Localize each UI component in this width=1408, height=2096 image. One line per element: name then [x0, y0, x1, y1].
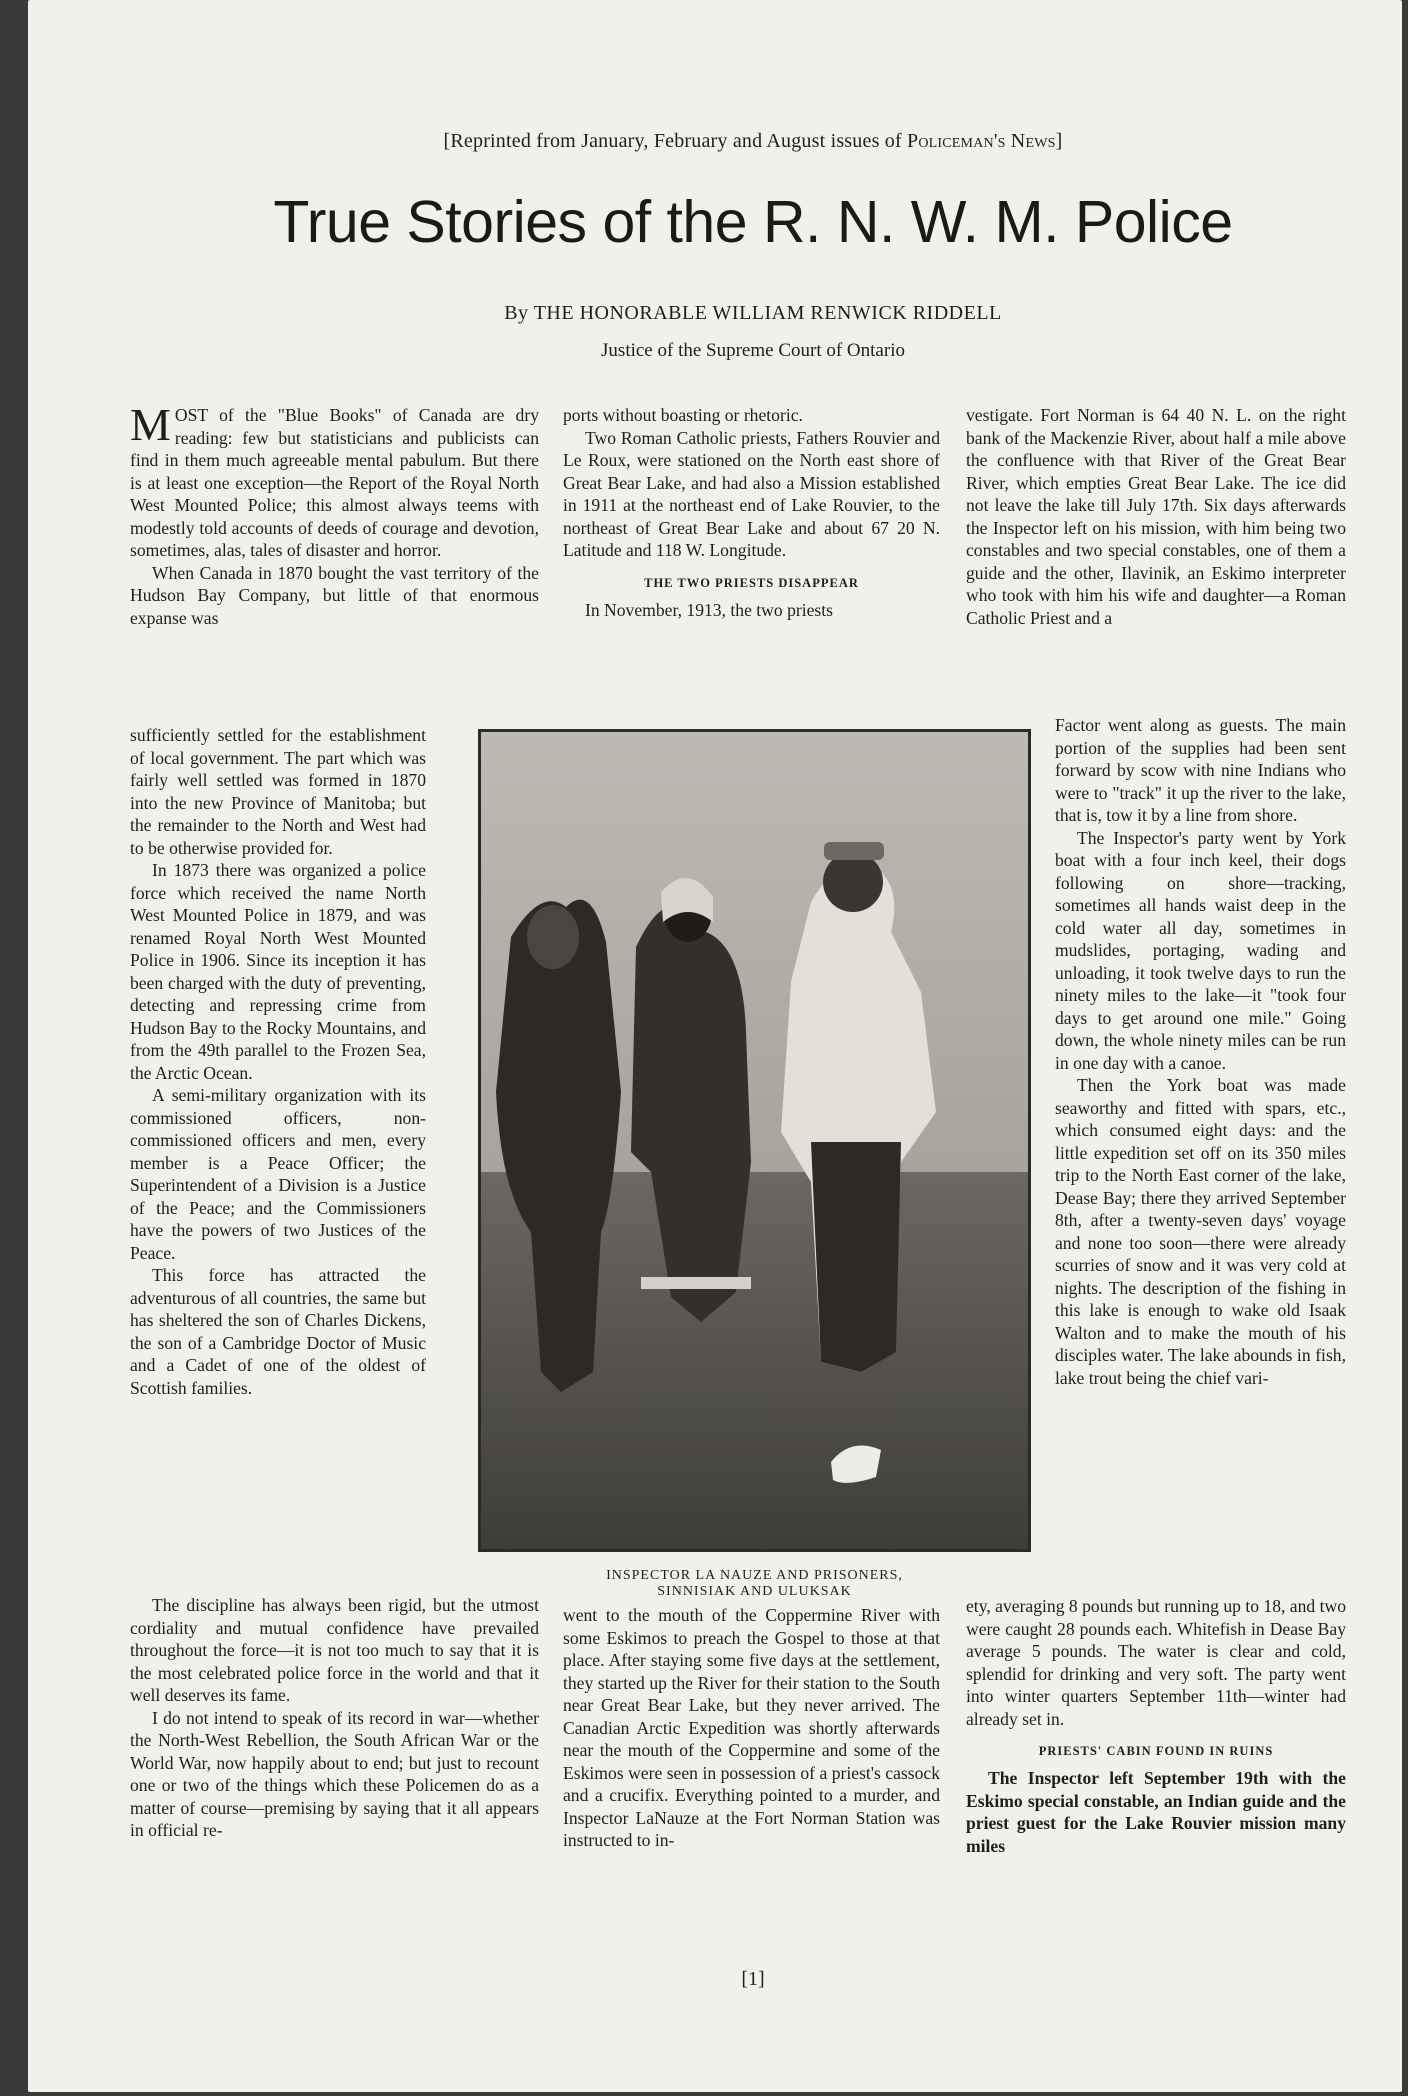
article-title: True Stories of the R. N. W. M. Police	[273, 189, 1233, 255]
column-2-bottom	[563, 1604, 940, 1852]
section-heading: THE TWO PRIESTS DISAPPEAR	[644, 575, 859, 590]
reprint-prefix: [Reprinted from January, February and August issues of	[443, 130, 908, 152]
column-2-top	[563, 404, 940, 621]
column-1-top	[130, 399, 539, 629]
paragraph: Then the York boat was made seaworthy and fitted with spars, etc., which consumed eight days: and the little expedition set off on its 350 miles trip to the North East corner of the lake, Dease Bay; there they arrived September 8th, after a twenty-seven days' voyage and none too soon—there were already scurries of snow and it was very cold at nights. The description of the fishing in this lake is enough to wake old Isaak Walton and to make the mouth of his disciples water. The lake abounds in fish, lake trout being the chief vari-	[1055, 1075, 1346, 1388]
paragraph: Two Roman Catholic priests, Fathers Rouvier and Le Roux, were stationed on the North east shore of Great Bear Lake, and had also a Mission established in 1911 at the northeast end of Lake Rouvier, to the northeast of Great Bear Lake and about 67 20 N. Latitude and 118 W. Longitude.	[563, 427, 940, 560]
paragraph: I do not intend to speak of its record in war—whether the North-West Rebellion, the South African War or the World War, now happily about to end; but just to recount one or two of the things which these Policemen do as a matter of course—premising by saying that it all appears in official re-	[130, 1707, 539, 1840]
column-3-bottom	[966, 1595, 1346, 1857]
paragraph: This force has attracted the adventurous of all countries, the same but has sheltered the son of Charles Dickens, the son of a Cambridge Doctor of Music and a Cadet of one of the oldest of Scottish families.	[130, 1265, 426, 1398]
paragraph: The Inspector's party went by York boat with a four inch keel, their dogs following on shore—tracking, sometimes all hands waist deep in the cold water all day, sometimes in mudslides, portaging, wading and unloading, it took twelve days to run the ninety miles to the lake—it "took four days to get around one mile." Going down, the whole ninety miles can be run in one day with a canoe.	[1055, 827, 1346, 1073]
paragraph: sufficiently settled for the establishment of local government. The part which was fairly well settled was formed in 1870 into the new Province of Manitoba; but the remainder to the North and West had to be otherwise provided for.	[130, 725, 426, 858]
paragraph-intro	[130, 399, 539, 562]
reprint-source: Policeman's News	[907, 130, 1056, 152]
paragraph: In 1873 there was organized a police force which received the name North West Mounted Police in 1879, and was renamed Royal North West Mounted Police in 1906. Since its inception it has been charged with the duty of preventing, detecting and repressing crime from Hudson Bay to the Rocky Mountains, and from the 49th parallel to the Frozen Sea, the Arctic Ocean.	[130, 860, 426, 1083]
byline-role: Justice of the Supreme Court of Ontario	[601, 340, 905, 361]
column-3-middle	[1055, 714, 1346, 1389]
photograph-image	[481, 732, 1028, 1549]
document-page	[28, 0, 1402, 2092]
paragraph: When Canada in 1870 bought the vast territory of the Hudson Bay Company, but little of that enormous expanse was	[130, 562, 539, 628]
paragraph: The discipline has always been rigid, but the utmost cordiality and mutual confidence have prevailed throughout the force—it is not too much to say that it is the most celebrated police force in the world and that it well deserves its fame.	[130, 1595, 539, 1705]
reprint-suffix: ]	[1055, 130, 1063, 152]
paragraph: In November, 1913, the two priests	[585, 599, 834, 620]
byline: By THE HONORABLE WILLIAM RENWICK RIDDELL	[504, 302, 1002, 324]
photo-caption	[478, 1568, 1031, 1600]
photograph	[478, 729, 1031, 1552]
column-1-bottom	[130, 1594, 539, 1842]
paragraph: ety, averaging 8 pounds but running up to 18, and two were caught 28 pounds each. Whitefish in Dease Bay average 5 pounds. The water is clear and cold, splendid for drinking and very soft. The party went into winter quarters September 11th—winter had already set in.	[966, 1596, 1347, 1729]
column-3-top	[966, 404, 1346, 629]
page-number: [1]	[741, 1968, 765, 1990]
caption-line-2: SINNISIAK AND ULUKSAK	[657, 1584, 852, 1599]
paragraph: Factor went along as guests. The main portion of the supplies had been sent forward by scow with nine Indians who were to "track" it up the river to the lake, that is, tow it by a line from shore.	[1055, 715, 1346, 825]
reprint-note	[28, 130, 1408, 153]
column-1-middle	[130, 724, 426, 1399]
paragraph: went to the mouth of the Coppermine River with some Eskimos to preach the Gospel to those at that place. After staying some five days at the settlement, they started up the River for their station to the South near Great Bear Lake, but they never arrived. The Canadian Arctic Expedition was shortly afterwards near the mouth of the Coppermine and some of the Eskimos were seen in possession of a priest's cassock and a crucifix. Everything pointed to a murder, and Inspector LaNauze at the Fort Norman Station was instructed to in-	[563, 1605, 940, 1850]
paragraph: The Inspector left September 19th with the Eskimo special constable, an Indian guide and the priest guest for the Lake Rouvier mission many miles	[966, 1768, 1346, 1856]
section-heading: PRIESTS' CABIN FOUND IN RUINS	[1038, 1744, 1274, 1758]
caption-line-1: INSPECTOR LA NAUZE AND PRISONERS,	[606, 1568, 903, 1583]
drop-cap: M	[130, 399, 171, 450]
paragraph: A semi-military organization with its commissioned officers, non-commissioned officers and men, every member is a Peace Officer; the Superintendent of a Division is a Justice of the Peace; and the Commissioners have the powers of two Justices of the Peace.	[130, 1085, 426, 1263]
paragraph: vestigate. Fort Norman is 64 40 N. L. on the right bank of the Mackenzie River, about half a mile above the confluence with that River of the Great Bear River, which empties Great Bear Lake. The ice did not leave the lake till July 17th. Six days afterwards the Inspector left on his mission, with him being two constables and two special constables, one of them a guide and the other, Ilavinik, an Eskimo interpreter who took with him his wife and daughter—a Roman Catholic Priest and a	[966, 405, 1346, 628]
paragraph-intro-text: OST of the "Blue Books" of Canada are dry reading: few but statisticians and publicists can find in them much agreeable mental pabulum. But there is at least one exception—the Report of the Royal North West Mounted Police; this almost always teems with modestly told accounts of deeds of courage and devotion, sometimes, alas, tales of disaster and horror.	[130, 405, 539, 560]
paragraph: ports without boasting or rhetoric.	[563, 405, 803, 425]
